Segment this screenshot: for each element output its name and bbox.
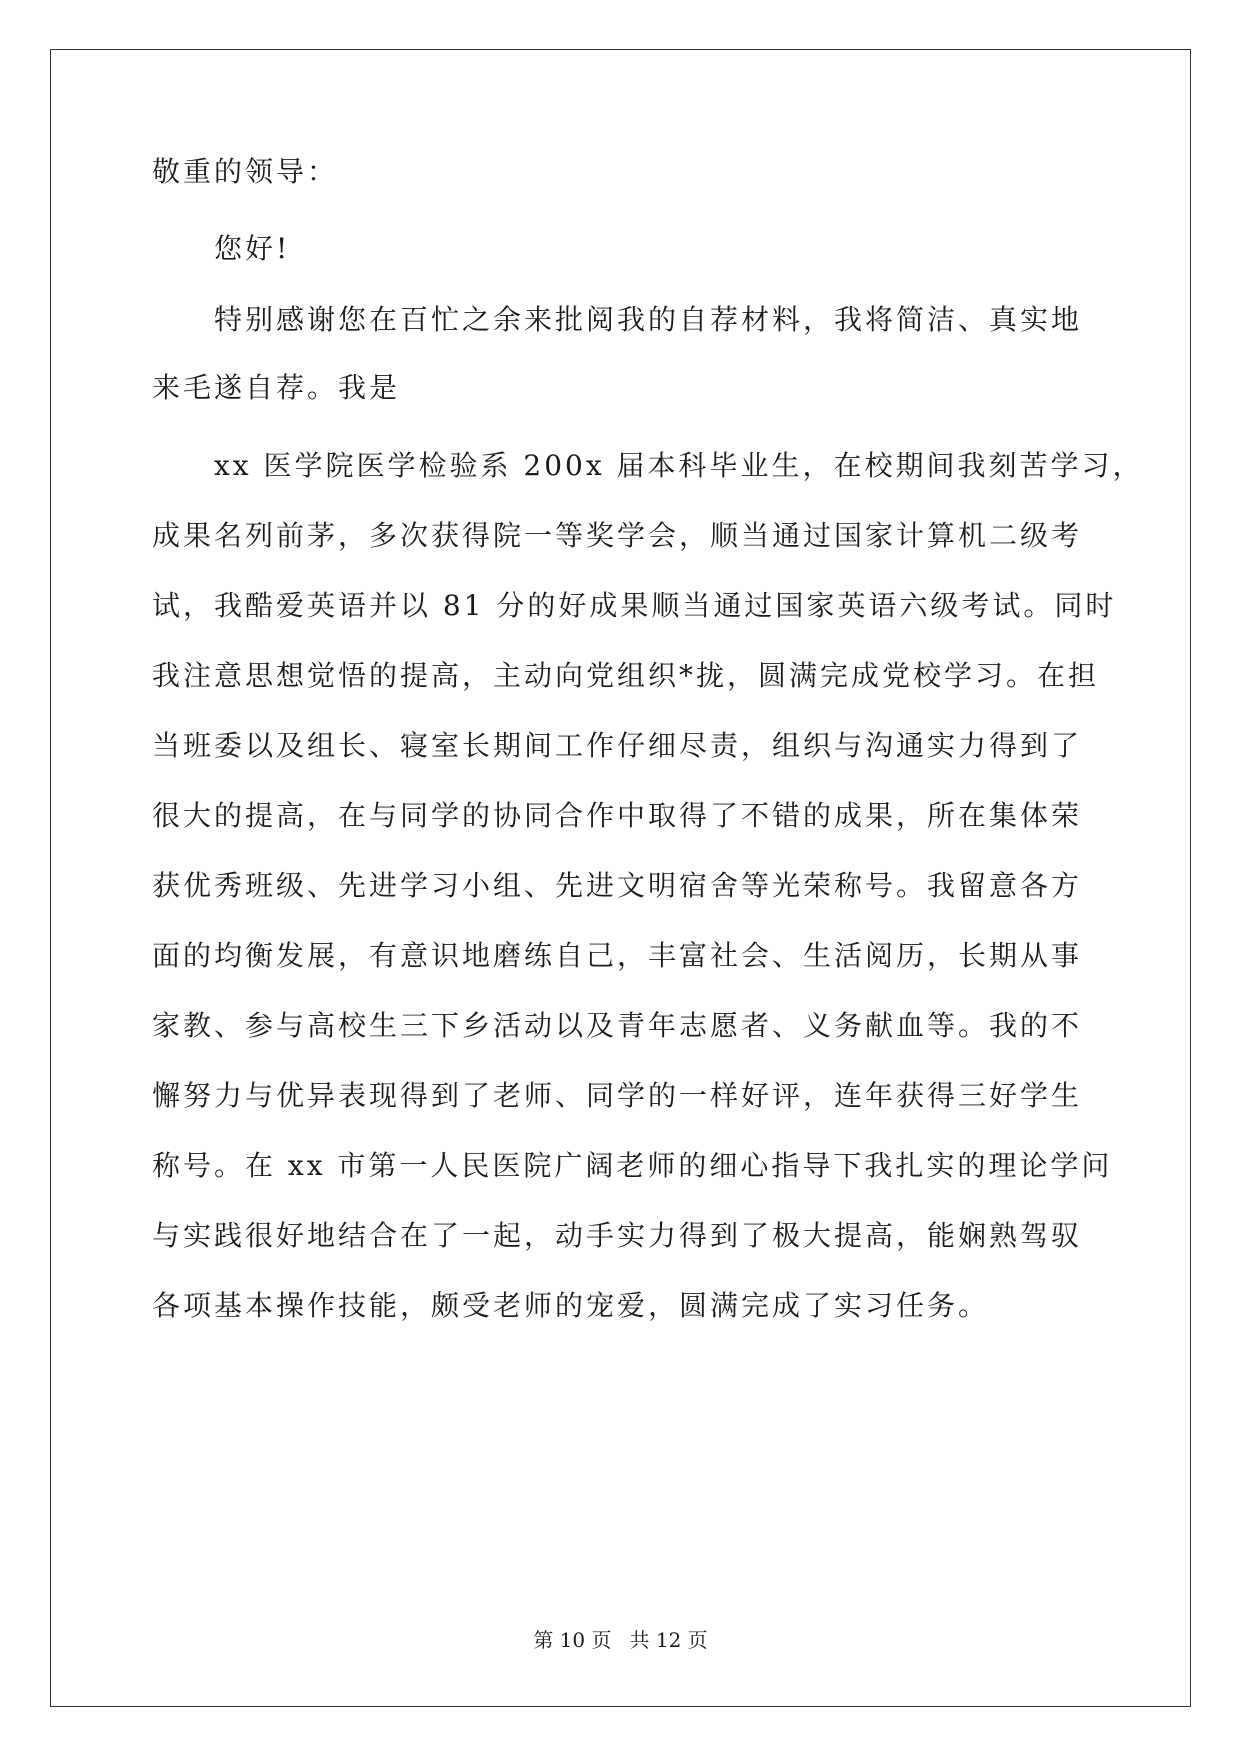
greeting: 您好! <box>214 232 291 265</box>
body-line: 试，我酷爱英语并以 81 分的好成果顺当通过国家英语六级考试。同时 <box>152 589 1117 622</box>
body-line: 很大的提高，在与同学的协同合作中取得了不错的成果，所在集体荣 <box>152 799 1083 832</box>
body-line: xx 医学院医学检验系 200x 届本科毕业生，在校期间我刻苦学习， <box>214 449 1144 482</box>
body-line: 与实践很好地结合在了一起，动手实力得到了极大提高，能娴熟驾驭 <box>152 1219 1083 1252</box>
body-line: 当班委以及组长、寝室长期间工作仔细尽责，组织与沟通实力得到了 <box>152 729 1083 762</box>
body-line: 面的均衡发展，有意识地磨练自己，丰富社会、生活阅历，长期从事 <box>152 939 1083 972</box>
page-number-current: 第 10 页 <box>533 1628 612 1652</box>
body-line: 家教、参与高校生三下乡活动以及青年志愿者、义务献血等。我的不 <box>152 1009 1083 1042</box>
body-line: 我注意思想觉悟的提高，主动向党组织*拢，圆满完成党校学习。在担 <box>152 659 1100 692</box>
page-footer <box>0 1626 1241 1654</box>
body-line: 懈努力与优异表现得到了老师、同学的一样好评，连年获得三好学生 <box>152 1079 1083 1112</box>
body-line: 获优秀班级、先进学习小组、先进文明宿舍等光荣称号。我留意各方 <box>152 869 1083 902</box>
page-number-total: 共 12 页 <box>629 1628 708 1652</box>
body-line: 成果名列前茅，多次获得院一等奖学会，顺当通过国家计算机二级考 <box>152 519 1083 552</box>
body-line: 称号。在 xx 市第一人民医院广阔老师的细心指导下我扎实的理论学问 <box>152 1149 1113 1182</box>
body-line: 来毛遂自荐。我是 <box>152 371 401 404</box>
body-line: 各项基本操作技能，颇受老师的宠爱，圆满完成了实习任务。 <box>152 1289 990 1322</box>
body-line: 特别感谢您在百忙之余来批阅我的自荐材料，我将简洁、真实地 <box>214 303 1083 336</box>
salutation: 敬重的领导： <box>152 155 339 188</box>
